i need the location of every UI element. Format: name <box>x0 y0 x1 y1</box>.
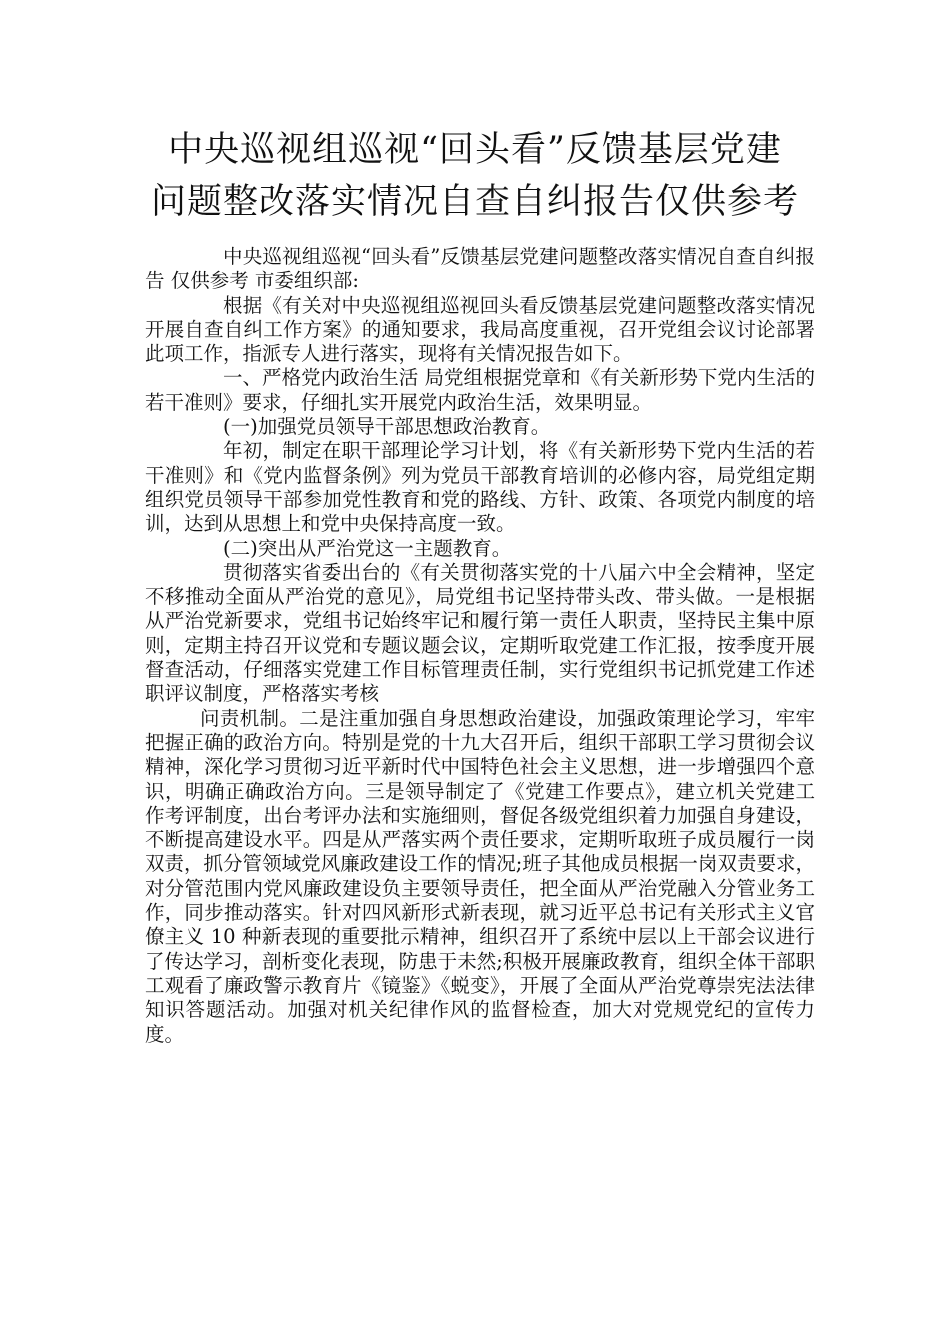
document-body <box>145 245 815 1047</box>
paragraph-section-1: 一、严格党内政治生活 局党组根据党章和《有关新形势下党内生活的若干准则》要求，仔细扎实开展党内政治生活，效果明显。 <box>145 366 815 414</box>
title-line-2: 问题整改落实情况自查自纠报告仅供参考 <box>150 182 799 222</box>
paragraph-subheading-2: (二)突出从严治党这一主题教育。 <box>223 536 512 560</box>
paragraph-study-plan: 年初，制定在职干部理论学习计划，将《有关新形势下党内生活的若干准则》和《党内监督条例》列为党员干部教育培训的必修内容，局党组定期组织党员领导干部参加党性教育和党的路线、方针、政策、各项党内制度的培训，达到从思想上和党中央保持高度一致。 <box>145 439 815 536</box>
paragraph-accountability: 问责机制。二是注重加强自身思想政治建设，加强政策理论学习，牢牢把握正确的政治方向。特别是党的十九大召开后，组织干部职工学习贯彻会议精神，深化学习贯彻习近平新时代中国特色社会主义思想，进一步增强四个意识，明确正确政治方向。三是领导制定了《党建工作要点》，建立机关党建工作考评制度，出台考评办法和实施细则，督促各级党组织着力加强自身建设，不断提高建设水平。四是从严落实两个责任要求，定期听取班子成员履行一岗双责，抓分管领域党风廉政建设工作的情况;班子其他成员根据一岗双责要求，对分管范围内党风廉政建设负主要领导责任，把全面从严治党融入分管业务工作，同步推动落实。针对四风新形式新表现，就习近平总书记有关形式主义官僚主义 10 种新表现的重要批示精神，组织召开了系统中层以上干部会议进行了传达学习，剖析变化表现，防患于未然;积极开展廉政教育，组织全体干部职工观看了廉政警示教育片《镜鉴》《蜕变》，开展了全面从严治党尊崇宪法法律知识答题活动。加强对机关纪律作风的监督检查，加大对党规党纪的宣传力度。 <box>145 706 815 1046</box>
paragraph-implementation: 贯彻落实省委出台的《有关贯彻落实党的十八届六中全会精神，坚定不移推动全面从严治党的意见》，局党组书记坚持带头改、带头做。一是根据从严治党新要求，党组书记始终牢记和履行第一责任人职责，坚持民主集中原则，定期主持召开议党和专题议题会议，定期听取党建工作汇报，按季度开展督查活动，仔细落实党建工作目标管理责任制，实行党组织书记抓党建工作述职评议制度，严格落实考核 <box>145 560 815 706</box>
document-title <box>120 124 830 228</box>
title-line-1: 中央巡视组巡视“回头看”反馈基层党建 <box>168 130 782 170</box>
paragraph-basis: 根据《有关对中央巡视组巡视回头看反馈基层党建问题整改落实情况开展自查自纠工作方案》的通知要求，我局高度重视，召开党组会议讨论部署此项工作，指派专人进行落实，现将有关情况报告如下。 <box>145 293 815 366</box>
paragraph-intro: 中央巡视组巡视“回头看”反馈基层党建问题整改落实情况自查自纠报告 仅供参考 市委组织部: <box>145 245 815 293</box>
paragraph-subheading-1: (一)加强党员领导干部思想政治教育。 <box>223 415 551 439</box>
